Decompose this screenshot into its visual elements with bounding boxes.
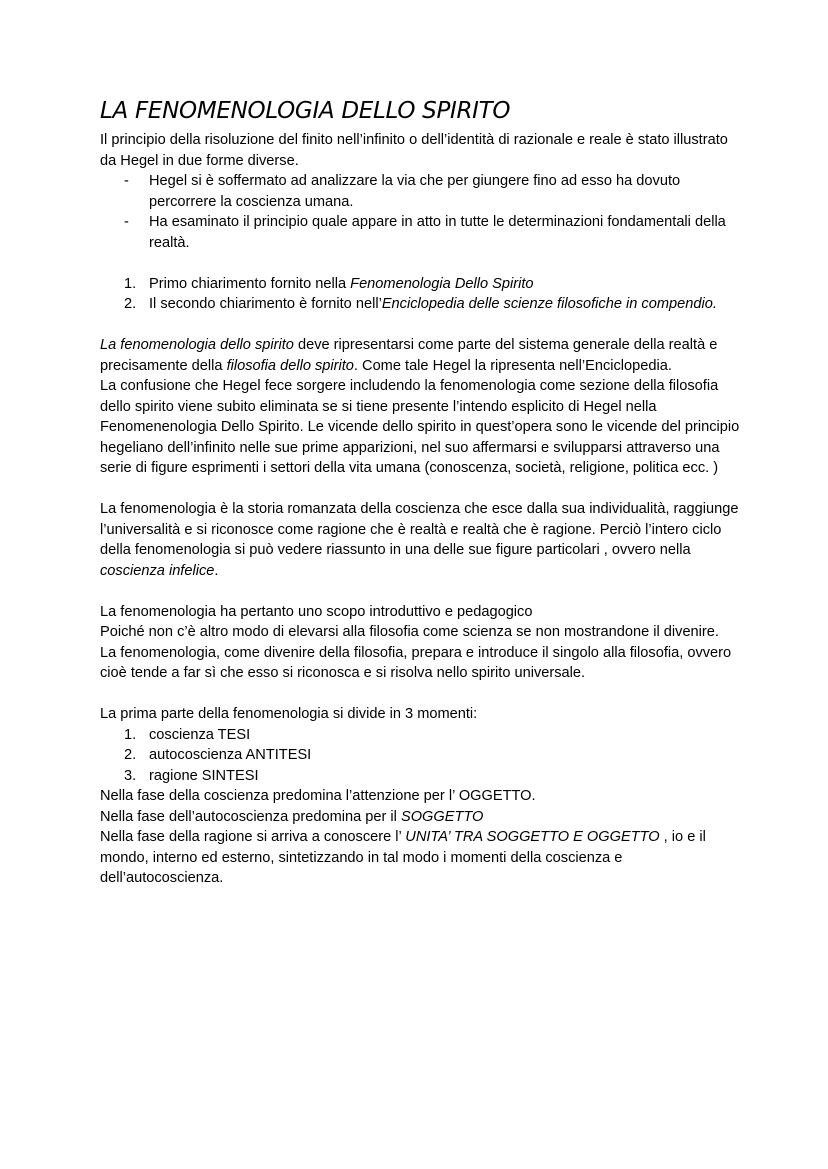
italic-text: UNITA’ TRA SOGGETTO E OGGETTO [405,829,660,845]
list-item-text: autocoscienza ANTITESI [149,747,312,763]
paragraph-system [100,335,740,376]
list-number: 2. [124,296,137,312]
paragraph-science: Poiché non c’è altro modo di elevarsi alla filosofia come scienza se non mostrandone il divenire. [100,624,719,640]
paragraph-object: Nella fase della coscienza predomina l’attenzione per l’ OGGETTO. [100,788,536,804]
list-number: 3. [124,767,137,784]
italic-text: coscienza infelice [100,562,215,579]
paragraph-purpose: La fenomenologia ha pertanto uno scopo introduttivo e pedagogico [100,603,533,620]
list-item-text: Il secondo chiarimento è fornito nell’ [149,296,382,312]
list-item [100,725,740,746]
list-item [100,294,740,315]
paragraph-text: , io e il mondo, interno ed esterno, sintetizzando in tal modo i momenti della coscienza e dell’autocoscienza. [100,829,706,886]
list-item-text: Primo chiarimento fornito nella [149,275,351,292]
paragraph-text: Nella fase dell’autocoscienza predomina per il [100,808,401,825]
list-item-text: ragione SINTESI [149,767,259,784]
dash-marker: - [124,214,129,230]
paragraph-becoming: La fenomenologia, come divenire della filosofia, prepara e introduce il singolo alla filosofia, ovvero cioè tende a far sì che esso si riconosca e si risolva nello spirito universale. [100,644,732,681]
italic-text: La fenomenologia dello spirito [100,337,294,353]
paragraph-text: Nella fase della ragione si arriva a conoscere l’ [100,829,406,845]
paragraph-confusion: La confusione che Hegel fece sorgere includendo la fenomenologia come sezione della filosofia dello spirito viene subito eliminata se si tiene presente l’intendo esplicito di Hegel nella Fenomenenologia Dello Spirito. Le vicende dello spirito in quest’opera sono le vicende del principio hegeliano dell’infinito nelle sue prime apparizioni, nel suo affermarsi e svilupparsi attraverso una serie di figure esprimenti i settori della vita umana (conoscenza, società, religione, politica ecc. ) [100,378,740,476]
clarification-list [100,274,740,315]
list-item [100,212,740,253]
paragraph-text: La fenomenologia è la storia romanzata della coscienza che esce dalla sua individualità, raggiunge l’universalità e si riconosce come ragione che è realtà e realtà che è ragione. Perciò l’intero ciclo della fenomenologia si può vedere riassunto in una delle sue figure particolari , ovvero nella [100,501,739,558]
list-item [100,745,740,766]
italic-text: filosofia dello spirito [226,357,354,374]
list-item-text: coscienza TESI [149,726,251,743]
list-item-text: Ha esaminato il principio quale appare in atto in tutte le determinazioni fondamentali della realtà. [149,214,726,251]
paragraph-history [100,499,740,581]
paragraph-unity [100,827,740,889]
list-item [100,766,740,787]
italic-text: SOGGETTO [400,808,484,825]
list-item-text: Hegel si è soffermato ad analizzare la via che per giungere fino ad esso ha dovuto percorrere la coscienza umana. [149,173,681,210]
dash-marker: - [124,173,129,189]
paragraph-moments-intro: La prima parte della fenomenologia si divide in 3 momenti: [100,706,478,722]
paragraph-text: . [214,562,219,579]
document-title: LA FENOMENOLOGIA DELLO SPIRITO [100,98,511,124]
document-page [100,96,740,889]
list-number: 1. [124,726,137,743]
list-number: 1. [124,275,137,292]
paragraph-text: . Come tale Hegel la ripresenta nell’Enciclopedia. [353,357,672,374]
list-item [100,274,740,295]
moments-list [100,725,740,787]
list-item-italic: Enciclopedia delle scienze filosofiche in compendio. [381,296,717,312]
list-number: 2. [124,747,137,763]
list-item-italic: Fenomenologia Dello Spirito [350,275,534,292]
paragraph-subject [100,807,740,828]
intro-paragraph: Il principio della risoluzione del finito nell’infinito o dell’identità di razionale e reale è stato illustrato da Hegel in due forme diverse. [100,132,728,169]
list-item [100,171,740,212]
dash-list [100,171,740,253]
paragraph-text: deve ripresentarsi come parte del sistema generale della realtà e precisamente della [100,337,718,374]
